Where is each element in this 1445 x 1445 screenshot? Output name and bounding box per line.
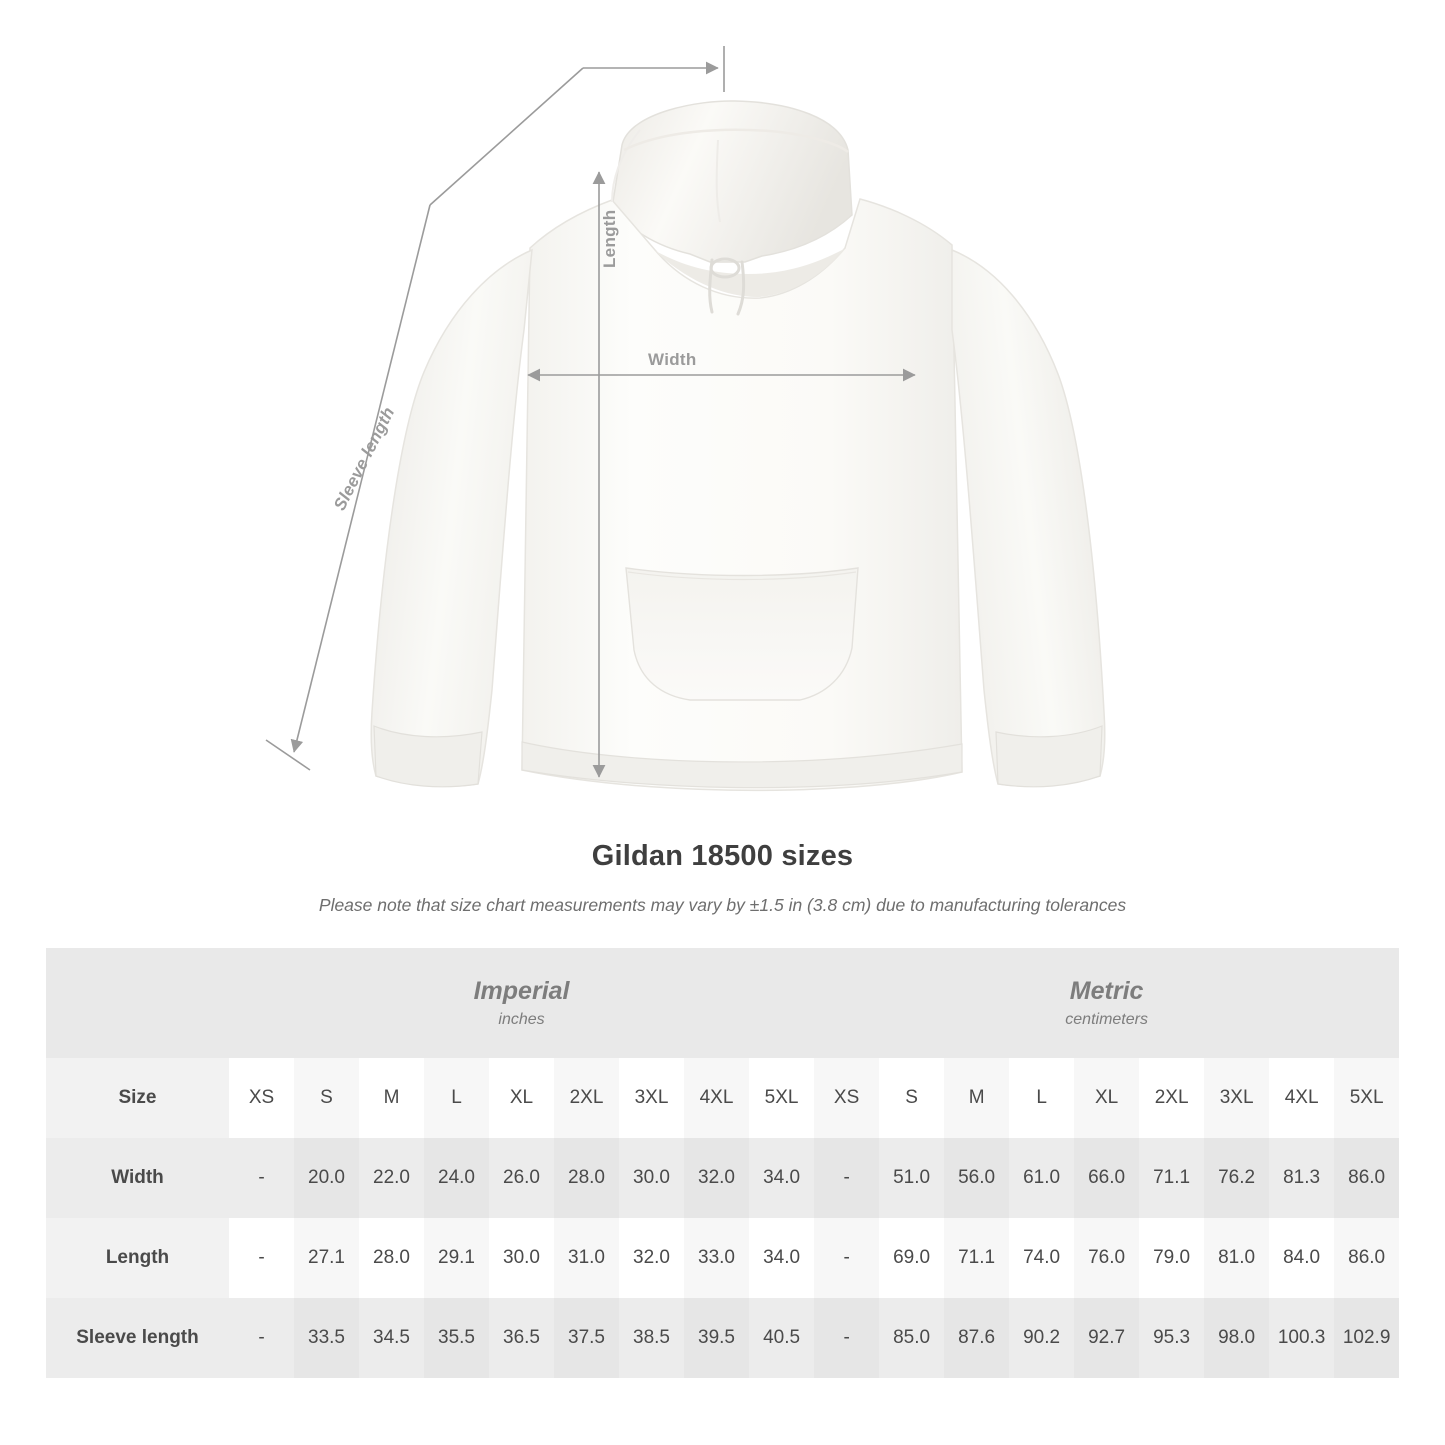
tolerance-note: Please note that size chart measurements may vary by ±1.5 in (3.8 cm) due to manufacturing tolerances	[318, 895, 1127, 915]
cell-width-imp-8: 34.0	[749, 1138, 814, 1218]
cell-sleeve-met-1: 85.0	[879, 1298, 944, 1378]
size-col-imp-5: 2XL	[554, 1058, 619, 1138]
cell-width-met-1: 51.0	[879, 1138, 944, 1218]
cell-length-met-6: 81.0	[1204, 1218, 1269, 1298]
cell-sleeve-met-8: 102.9	[1334, 1298, 1399, 1378]
size-col-met-2: M	[944, 1058, 1009, 1138]
cell-sleeve-imp-8: 40.5	[749, 1298, 814, 1378]
width-label: Width	[648, 350, 697, 369]
size-col-met-0: XS	[814, 1058, 879, 1138]
cell-width-met-5: 71.1	[1139, 1138, 1204, 1218]
metric-sub: centimeters	[1065, 1011, 1148, 1029]
cell-length-met-4: 76.0	[1074, 1218, 1139, 1298]
cell-width-imp-4: 26.0	[489, 1138, 554, 1218]
cell-length-met-5: 79.0	[1139, 1218, 1204, 1298]
size-col-met-7: 4XL	[1269, 1058, 1334, 1138]
cell-width-imp-5: 28.0	[554, 1138, 619, 1218]
table-row	[46, 1298, 1399, 1378]
title-block	[0, 840, 1445, 916]
row-label-sleeve-length: Sleeve length	[46, 1298, 229, 1378]
cell-length-imp-1: 27.1	[294, 1218, 359, 1298]
cell-width-imp-6: 30.0	[619, 1138, 684, 1218]
size-col-imp-3: L	[424, 1058, 489, 1138]
size-col-imp-7: 4XL	[684, 1058, 749, 1138]
cell-sleeve-imp-1: 33.5	[294, 1298, 359, 1378]
size-table-wrap	[46, 948, 1399, 1378]
metric-header	[814, 948, 1399, 1058]
row-label-width: Width	[46, 1138, 229, 1218]
size-col-imp-1: S	[294, 1058, 359, 1138]
cell-length-imp-8: 34.0	[749, 1218, 814, 1298]
page-title: Gildan 18500 sizes	[591, 840, 854, 872]
table-row	[46, 1218, 1399, 1298]
cell-sleeve-imp-7: 39.5	[684, 1298, 749, 1378]
cell-length-met-3: 74.0	[1009, 1218, 1074, 1298]
cell-width-met-8: 86.0	[1334, 1138, 1399, 1218]
cell-length-imp-4: 30.0	[489, 1218, 554, 1298]
cell-length-met-2: 71.1	[944, 1218, 1009, 1298]
size-col-met-6: 3XL	[1204, 1058, 1269, 1138]
cell-sleeve-met-5: 95.3	[1139, 1298, 1204, 1378]
unit-header-spacer	[46, 948, 229, 1058]
cell-length-met-7: 84.0	[1269, 1218, 1334, 1298]
cell-sleeve-met-2: 87.6	[944, 1298, 1009, 1378]
cell-length-imp-6: 32.0	[619, 1218, 684, 1298]
cell-width-met-7: 81.3	[1269, 1138, 1334, 1218]
cell-width-imp-0: -	[229, 1138, 294, 1218]
imperial-name: Imperial	[473, 976, 570, 1005]
cell-length-imp-3: 29.1	[424, 1218, 489, 1298]
size-header-cell: Size	[46, 1058, 229, 1138]
cell-sleeve-imp-3: 35.5	[424, 1298, 489, 1378]
row-label-length: Length	[46, 1218, 229, 1298]
cell-width-met-4: 66.0	[1074, 1138, 1139, 1218]
cell-width-imp-3: 24.0	[424, 1138, 489, 1218]
size-col-met-3: L	[1009, 1058, 1074, 1138]
cell-sleeve-met-3: 90.2	[1009, 1298, 1074, 1378]
size-table	[46, 948, 1399, 1378]
cell-sleeve-met-0: -	[814, 1298, 879, 1378]
cell-width-met-0: -	[814, 1138, 879, 1218]
cell-length-imp-5: 31.0	[554, 1218, 619, 1298]
size-col-met-8: 5XL	[1334, 1058, 1399, 1138]
size-col-met-5: 2XL	[1139, 1058, 1204, 1138]
cell-width-met-3: 61.0	[1009, 1138, 1074, 1218]
cell-length-imp-7: 33.0	[684, 1218, 749, 1298]
size-col-imp-6: 3XL	[619, 1058, 684, 1138]
cell-width-imp-7: 32.0	[684, 1138, 749, 1218]
cell-length-imp-2: 28.0	[359, 1218, 424, 1298]
cell-sleeve-met-6: 98.0	[1204, 1298, 1269, 1378]
cell-width-imp-1: 20.0	[294, 1138, 359, 1218]
size-col-met-1: S	[879, 1058, 944, 1138]
size-col-imp-0: XS	[229, 1058, 294, 1138]
hoodie-garment	[371, 101, 1105, 790]
length-label: Length	[600, 209, 619, 268]
cell-length-met-1: 69.0	[879, 1218, 944, 1298]
size-col-imp-4: XL	[489, 1058, 554, 1138]
cell-sleeve-imp-5: 37.5	[554, 1298, 619, 1378]
imperial-sub: inches	[498, 1011, 545, 1029]
cell-length-met-8: 86.0	[1334, 1218, 1399, 1298]
cell-length-met-0: -	[814, 1218, 879, 1298]
cell-width-met-2: 56.0	[944, 1138, 1009, 1218]
cell-sleeve-met-7: 100.3	[1269, 1298, 1334, 1378]
size-col-imp-2: M	[359, 1058, 424, 1138]
size-header-row	[46, 1058, 1399, 1138]
unit-header-row	[46, 948, 1399, 1058]
sleeve-length-label: Sleeve length	[330, 403, 399, 514]
cell-sleeve-met-4: 92.7	[1074, 1298, 1139, 1378]
imperial-header	[229, 948, 814, 1058]
size-col-imp-8: 5XL	[749, 1058, 814, 1138]
table-row	[46, 1138, 1399, 1218]
cell-width-imp-2: 22.0	[359, 1138, 424, 1218]
cell-width-met-6: 76.2	[1204, 1138, 1269, 1218]
cell-length-imp-0: -	[229, 1218, 294, 1298]
cell-sleeve-imp-2: 34.5	[359, 1298, 424, 1378]
metric-name: Metric	[1069, 976, 1144, 1005]
cell-sleeve-imp-4: 36.5	[489, 1298, 554, 1378]
cell-sleeve-imp-0: -	[229, 1298, 294, 1378]
cell-sleeve-imp-6: 38.5	[619, 1298, 684, 1378]
size-col-met-4: XL	[1074, 1058, 1139, 1138]
